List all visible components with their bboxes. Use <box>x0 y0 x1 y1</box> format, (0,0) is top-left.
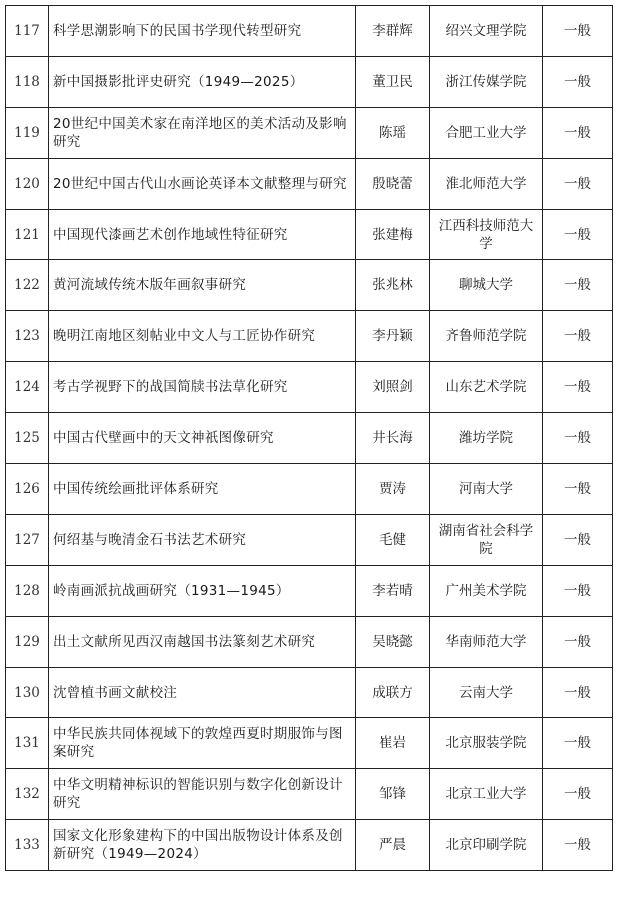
institution-cell: 北京工业大学 <box>430 769 543 820</box>
table-row <box>6 260 613 311</box>
project-category-cell: 一般 <box>543 311 613 362</box>
institution-cell: 山东艺术学院 <box>430 362 543 413</box>
institution-cell: 河南大学 <box>430 464 543 515</box>
table-row <box>6 209 613 260</box>
principal-investigator-cell: 严晨 <box>356 820 430 871</box>
institution-cell: 潍坊学院 <box>430 413 543 464</box>
table-row <box>6 514 613 565</box>
institution-cell: 淮北师范大学 <box>430 158 543 209</box>
project-category-cell: 一般 <box>543 362 613 413</box>
institution-cell: 浙江传媒学院 <box>430 56 543 107</box>
institution-cell: 北京印刷学院 <box>430 820 543 871</box>
row-number-cell: 131 <box>6 718 49 769</box>
table-row <box>6 413 613 464</box>
principal-investigator-cell: 张兆林 <box>356 260 430 311</box>
project-category-cell: 一般 <box>543 6 613 57</box>
project-category-cell: 一般 <box>543 107 613 158</box>
principal-investigator-cell: 吴晓懿 <box>356 616 430 667</box>
project-category-cell: 一般 <box>543 514 613 565</box>
project-title-cell: 国家文化形象建构下的中国出版物设计体系及创新研究（1949—2024） <box>49 820 356 871</box>
project-category-cell: 一般 <box>543 413 613 464</box>
row-number-cell: 117 <box>6 6 49 57</box>
principal-investigator-cell: 李群辉 <box>356 6 430 57</box>
project-category-cell: 一般 <box>543 209 613 260</box>
projects-table <box>5 5 613 871</box>
table-row <box>6 616 613 667</box>
principal-investigator-cell: 邹锋 <box>356 769 430 820</box>
table-row <box>6 718 613 769</box>
project-title-cell: 黄河流域传统木版年画叙事研究 <box>49 260 356 311</box>
table-row <box>6 820 613 871</box>
row-number-cell: 124 <box>6 362 49 413</box>
row-number-cell: 126 <box>6 464 49 515</box>
table-body <box>6 6 613 871</box>
project-category-cell: 一般 <box>543 667 613 718</box>
project-title-cell: 中国现代漆画艺术创作地域性特征研究 <box>49 209 356 260</box>
table-row <box>6 565 613 616</box>
project-category-cell: 一般 <box>543 56 613 107</box>
principal-investigator-cell: 贾涛 <box>356 464 430 515</box>
row-number-cell: 129 <box>6 616 49 667</box>
principal-investigator-cell: 毛健 <box>356 514 430 565</box>
project-title-cell: 沈曾植书画文献校注 <box>49 667 356 718</box>
project-title-cell: 新中国摄影批评史研究（1949—2025） <box>49 56 356 107</box>
project-title-cell: 晚明江南地区刻帖业中文人与工匠协作研究 <box>49 311 356 362</box>
row-number-cell: 130 <box>6 667 49 718</box>
project-title-cell: 中华民族共同体视域下的敦煌西夏时期服饰与图案研究 <box>49 718 356 769</box>
row-number-cell: 123 <box>6 311 49 362</box>
project-title-cell: 中国古代壁画中的天文神祇图像研究 <box>49 413 356 464</box>
project-category-cell: 一般 <box>543 464 613 515</box>
project-title-cell: 出土文献所见西汉南越国书法篆刻艺术研究 <box>49 616 356 667</box>
principal-investigator-cell: 刘照剑 <box>356 362 430 413</box>
project-category-cell: 一般 <box>543 565 613 616</box>
project-category-cell: 一般 <box>543 260 613 311</box>
table-row <box>6 362 613 413</box>
row-number-cell: 122 <box>6 260 49 311</box>
table-row <box>6 311 613 362</box>
principal-investigator-cell: 井长海 <box>356 413 430 464</box>
table-row <box>6 107 613 158</box>
institution-cell: 合肥工业大学 <box>430 107 543 158</box>
project-category-cell: 一般 <box>543 769 613 820</box>
table-row <box>6 769 613 820</box>
institution-cell: 华南师范大学 <box>430 616 543 667</box>
table-row <box>6 464 613 515</box>
institution-cell: 北京服装学院 <box>430 718 543 769</box>
principal-investigator-cell: 李若晴 <box>356 565 430 616</box>
row-number-cell: 128 <box>6 565 49 616</box>
principal-investigator-cell: 陈瑶 <box>356 107 430 158</box>
row-number-cell: 119 <box>6 107 49 158</box>
principal-investigator-cell: 张建梅 <box>356 209 430 260</box>
principal-investigator-cell: 崔岩 <box>356 718 430 769</box>
project-title-cell: 科学思潮影响下的民国书学现代转型研究 <box>49 6 356 57</box>
row-number-cell: 121 <box>6 209 49 260</box>
institution-cell: 广州美术学院 <box>430 565 543 616</box>
row-number-cell: 133 <box>6 820 49 871</box>
row-number-cell: 120 <box>6 158 49 209</box>
table-row <box>6 158 613 209</box>
institution-cell: 云南大学 <box>430 667 543 718</box>
project-title-cell: 何绍基与晚清金石书法艺术研究 <box>49 514 356 565</box>
institution-cell: 湖南省社会科学院 <box>430 514 543 565</box>
project-category-cell: 一般 <box>543 820 613 871</box>
principal-investigator-cell: 李丹颖 <box>356 311 430 362</box>
principal-investigator-cell: 殷晓蕾 <box>356 158 430 209</box>
row-number-cell: 132 <box>6 769 49 820</box>
project-category-cell: 一般 <box>543 616 613 667</box>
row-number-cell: 125 <box>6 413 49 464</box>
row-number-cell: 118 <box>6 56 49 107</box>
institution-cell: 绍兴文理学院 <box>430 6 543 57</box>
institution-cell: 江西科技师范大学 <box>430 209 543 260</box>
project-category-cell: 一般 <box>543 158 613 209</box>
table-row <box>6 6 613 57</box>
project-title-cell: 考古学视野下的战国简牍书法草化研究 <box>49 362 356 413</box>
project-title-cell: 中华文明精神标识的智能识别与数字化创新设计研究 <box>49 769 356 820</box>
table-row <box>6 667 613 718</box>
principal-investigator-cell: 成联方 <box>356 667 430 718</box>
project-title-cell: 20世纪中国古代山水画论英译本文献整理与研究 <box>49 158 356 209</box>
row-number-cell: 127 <box>6 514 49 565</box>
principal-investigator-cell: 董卫民 <box>356 56 430 107</box>
project-category-cell: 一般 <box>543 718 613 769</box>
project-title-cell: 中国传统绘画批评体系研究 <box>49 464 356 515</box>
project-title-cell: 岭南画派抗战画研究（1931—1945） <box>49 565 356 616</box>
project-title-cell: 20世纪中国美术家在南洋地区的美术活动及影响研究 <box>49 107 356 158</box>
institution-cell: 齐鲁师范学院 <box>430 311 543 362</box>
table-row <box>6 56 613 107</box>
institution-cell: 聊城大学 <box>430 260 543 311</box>
